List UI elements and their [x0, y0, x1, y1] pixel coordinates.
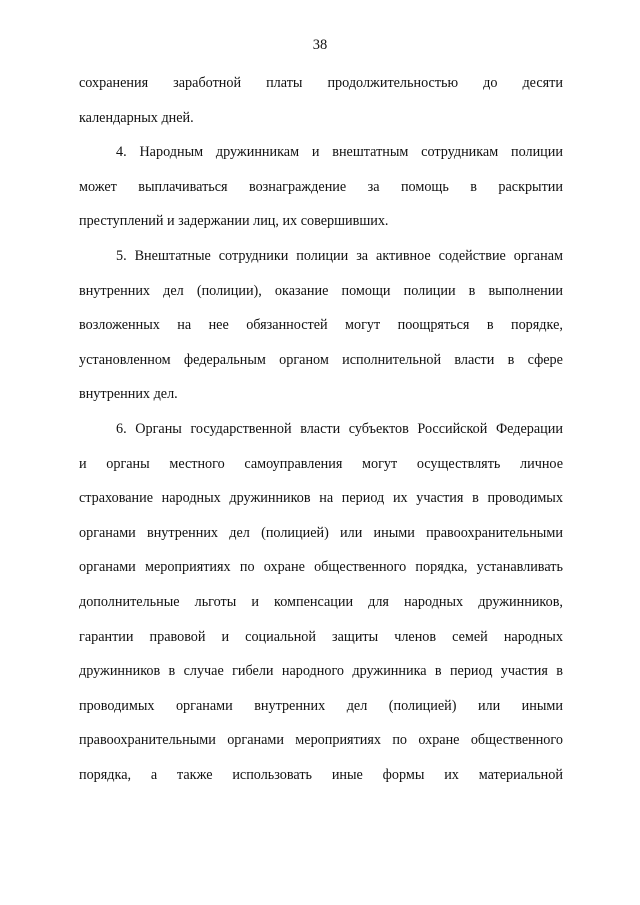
word: внутренних — [147, 524, 219, 541]
word: органами — [175, 697, 233, 714]
word: социальной — [245, 628, 316, 645]
word: органами — [79, 559, 136, 576]
word: полиции — [511, 144, 563, 161]
word: участия — [500, 663, 548, 680]
word: также — [177, 766, 213, 783]
word: помощь — [400, 178, 449, 195]
word: или — [477, 697, 501, 714]
word: органы — [106, 455, 150, 472]
text-line — [79, 142, 563, 177]
word: в — [470, 178, 477, 195]
word: в — [434, 663, 442, 680]
word: охране — [418, 732, 460, 749]
word: осуществлять — [416, 455, 501, 472]
word: выплачиваться — [138, 178, 228, 195]
word: поощряться — [397, 317, 470, 334]
word: дружинникам — [215, 144, 300, 161]
word: органом — [279, 351, 329, 368]
word: дел — [229, 524, 250, 541]
text-line — [79, 246, 563, 281]
word: проводимых — [79, 697, 155, 714]
word: могут — [362, 455, 398, 472]
word: дополнительные — [79, 593, 180, 610]
word: местного — [169, 455, 225, 472]
word: десяти — [522, 75, 563, 91]
word: сохранения — [79, 75, 149, 91]
body-text — [79, 73, 563, 799]
word: в — [556, 663, 563, 680]
word: льготы — [194, 593, 237, 610]
word: народных — [503, 628, 563, 645]
word: общественного — [470, 732, 563, 749]
word: устанавливать — [476, 559, 563, 576]
word: государственной — [190, 420, 292, 437]
word: выполнении — [488, 282, 563, 299]
text-line — [79, 523, 563, 558]
word: охране — [263, 559, 305, 576]
word: сфере — [527, 351, 563, 368]
word: в — [472, 490, 479, 507]
word: дружинников, — [478, 593, 563, 610]
word: порядка, — [415, 559, 468, 576]
word: органами — [227, 732, 284, 749]
word: Федерации — [495, 420, 563, 437]
word: и — [251, 593, 259, 610]
word: раскрытии — [498, 178, 563, 195]
word: Органы — [135, 420, 182, 437]
word: помощи — [341, 282, 391, 299]
word: вознаграждение — [248, 178, 347, 195]
text-line — [79, 419, 563, 454]
word: использовать — [232, 766, 312, 783]
word: сотрудникам — [421, 144, 499, 161]
word: на — [319, 490, 334, 507]
word: в — [468, 282, 476, 299]
word: по — [239, 559, 255, 576]
page-number: 38 — [312, 37, 328, 53]
word: иные — [331, 766, 363, 783]
word: случае — [183, 663, 224, 680]
word: продолжительностью — [327, 75, 459, 91]
word: общественного — [314, 559, 407, 576]
word: правоохранительными — [79, 732, 216, 749]
text-line — [79, 592, 563, 627]
word: их — [392, 490, 408, 507]
word: установленном — [79, 351, 171, 368]
word: защиты — [332, 628, 379, 645]
word: участия — [416, 490, 464, 507]
word: гарантии — [79, 628, 134, 645]
word: и — [311, 144, 320, 161]
word: членов — [394, 628, 437, 645]
word: за — [367, 178, 380, 195]
word: платы — [266, 75, 303, 91]
word: содействие — [438, 247, 506, 264]
word: формы — [382, 766, 425, 783]
word: власти — [454, 351, 495, 368]
word: в — [507, 351, 515, 368]
word: возложенных — [79, 317, 160, 334]
word: на — [177, 317, 192, 334]
word: дружинника — [352, 663, 427, 680]
word: может — [79, 178, 117, 195]
word: внештатным — [332, 144, 409, 161]
word: их — [444, 766, 459, 783]
text-line — [79, 177, 563, 212]
word: правоохранительными — [426, 524, 563, 541]
text-line: преступлений и задержании лиц, их совершивших. — [79, 213, 389, 230]
word: полиции — [403, 282, 456, 299]
word: оказание — [274, 282, 329, 299]
word: власти — [300, 420, 341, 437]
word: в — [168, 663, 176, 680]
text-line — [79, 488, 563, 523]
text-line — [79, 765, 563, 800]
word: правовой — [149, 628, 206, 645]
word: (полиции), — [196, 282, 262, 299]
word: мероприятиях — [144, 559, 231, 576]
word: нее — [208, 317, 229, 334]
word: за — [356, 247, 369, 264]
word: дружинников — [229, 490, 311, 507]
word: (полицией) — [261, 524, 329, 541]
word: (полицией) — [388, 697, 457, 714]
word: Внештатные — [134, 247, 211, 264]
word: народных — [404, 593, 464, 610]
word: органам — [513, 247, 563, 264]
word: заработной — [173, 75, 242, 91]
word: по — [392, 732, 408, 749]
word: обязанностей — [246, 317, 328, 334]
text-line — [79, 315, 563, 350]
text-line — [79, 696, 563, 731]
text-line — [79, 730, 563, 765]
word: до — [483, 75, 498, 91]
word: проводимых — [487, 490, 563, 507]
word: компенсации — [274, 593, 354, 610]
word: личное — [520, 455, 563, 472]
word: или — [340, 524, 363, 541]
word: дел — [346, 697, 368, 714]
word: для — [368, 593, 389, 610]
word: иными — [373, 524, 415, 541]
word: семей — [452, 628, 488, 645]
word: дружинников — [79, 663, 161, 680]
word: федеральным — [183, 351, 266, 368]
text-line — [79, 661, 563, 696]
word: а — [150, 766, 158, 783]
word: народного — [281, 663, 345, 680]
word: сотрудники — [218, 247, 289, 264]
word: самоуправления — [244, 455, 343, 472]
word: и — [79, 455, 87, 472]
word: внутренних — [79, 282, 151, 299]
word: иными — [521, 697, 563, 714]
word: 4. — [116, 144, 127, 161]
text-line — [79, 73, 563, 108]
word: внутренних — [254, 697, 326, 714]
word: порядка, — [79, 766, 132, 783]
word: народных — [161, 490, 221, 507]
word: исполнительной — [342, 351, 442, 368]
word: органами — [79, 524, 136, 541]
word: период — [449, 663, 493, 680]
word: Народным — [139, 144, 204, 161]
text-line — [79, 627, 563, 662]
word: дел — [163, 282, 184, 299]
text-line — [79, 557, 563, 592]
word: и — [221, 628, 230, 645]
word: могут — [345, 317, 381, 334]
text-line — [79, 281, 563, 316]
word: 5. — [116, 247, 127, 264]
word: гибели — [232, 663, 274, 680]
text-line — [79, 454, 563, 489]
word: субъектов — [348, 420, 409, 437]
word: страхование — [79, 490, 153, 507]
word: мероприятиях — [295, 732, 381, 749]
word: период — [341, 490, 385, 507]
word: Российской — [417, 420, 488, 437]
word: активное — [376, 247, 431, 264]
word: полиции — [296, 247, 349, 264]
word: в — [486, 317, 494, 334]
text-line — [79, 350, 563, 385]
word: 6. — [116, 420, 127, 437]
text-line: внутренних дел. — [79, 386, 178, 403]
word: порядке, — [511, 317, 563, 334]
text-line: календарных дней. — [79, 109, 194, 126]
word: материальной — [478, 766, 563, 783]
